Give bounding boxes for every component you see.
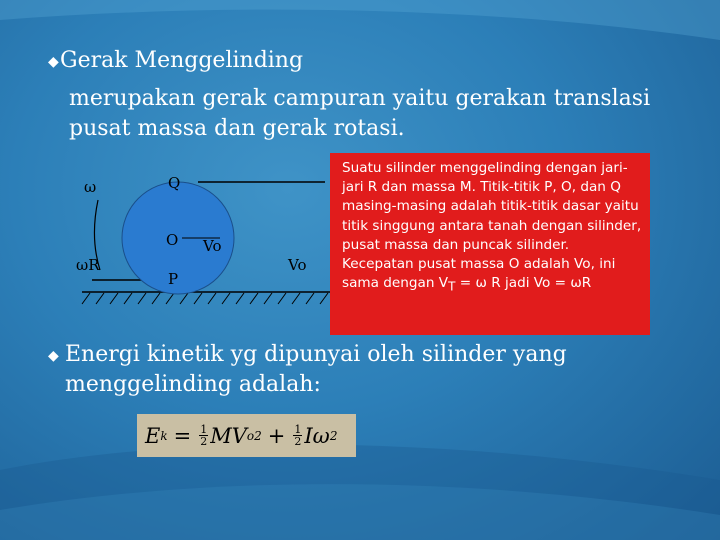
kinetic-energy-formula bbox=[137, 414, 356, 457]
center-velocity-label: Vo bbox=[203, 237, 222, 255]
formula-plus: + bbox=[267, 423, 286, 448]
info-paragraph-2-suffix: = ω R jadi Vo = ωR bbox=[455, 275, 592, 292]
omega-label: ω bbox=[84, 178, 97, 196]
ground-hatching bbox=[82, 293, 328, 304]
right-velocity-label: Vo bbox=[288, 256, 307, 274]
formula-equals: = bbox=[173, 423, 192, 448]
bullet-icon: ◆ bbox=[48, 348, 59, 364]
info-paragraph-1: Suatu silinder menggelinding dengan jari-jari R dan massa M. Titik-titik P, O, dan Q masing-masing adalah titik-titik dasar yaitu titik singgung antara tanah dengan silinder, pusat massa dan puncak silinder. bbox=[342, 160, 642, 253]
formula-term-1: MV bbox=[210, 423, 247, 448]
info-paragraph-2 bbox=[342, 255, 646, 297]
point-p-label: P bbox=[168, 270, 179, 288]
formula-term-1-sub: o bbox=[246, 428, 255, 443]
formula-fraction-2: $\frac{1}{2}$ bbox=[294, 423, 302, 448]
intro-line-1: merupakan gerak campuran yaitu gerakan translasi bbox=[69, 86, 651, 111]
slide-heading: Gerak Menggelinding bbox=[60, 48, 304, 73]
formula-term-2-sup: 2 bbox=[329, 428, 338, 443]
energy-line-2: menggelinding adalah: bbox=[65, 372, 321, 397]
rolling-cylinder-diagram bbox=[70, 160, 340, 310]
omega-r-label: ωR bbox=[76, 256, 100, 274]
point-o-label: O bbox=[166, 231, 179, 249]
info-paragraph-2-sub: T bbox=[448, 279, 456, 294]
info-box bbox=[330, 153, 650, 335]
info-paragraph-2-prefix: Kecepatan pusat massa O adalah Vo, ini sama dengan V bbox=[342, 256, 616, 292]
formula-lhs-sub: k bbox=[160, 428, 168, 443]
formula-lhs: E bbox=[145, 423, 161, 448]
energy-line-1: Energi kinetik yg dipunyai oleh silinder yang bbox=[65, 342, 567, 367]
bullet-icon: ◆ bbox=[48, 54, 59, 70]
formula-term-1-sup: 2 bbox=[254, 428, 262, 443]
formula-fraction-1: $\frac{1}{2}$ bbox=[200, 423, 208, 448]
point-q-label: Q bbox=[168, 174, 181, 192]
formula-term-2: Iω bbox=[304, 423, 330, 448]
diagram-graphic bbox=[70, 160, 340, 310]
intro-line-2: pusat massa dan gerak rotasi. bbox=[69, 116, 405, 141]
